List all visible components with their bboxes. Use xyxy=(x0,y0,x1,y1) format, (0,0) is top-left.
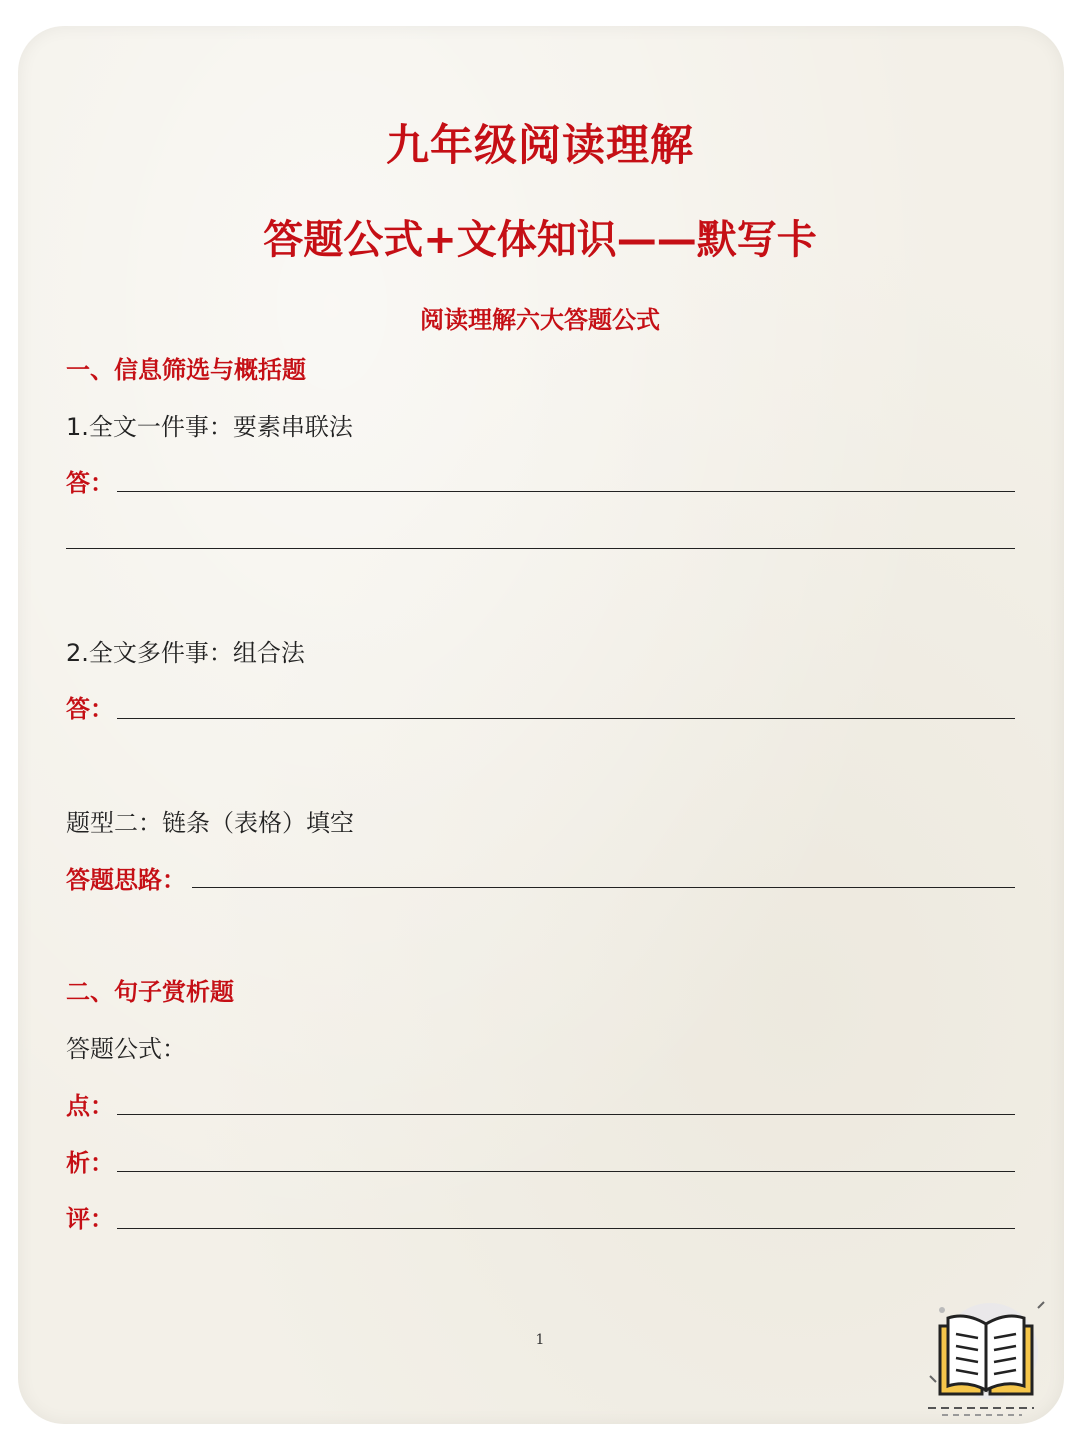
section-title: 阅读理解六大答题公式 xyxy=(420,306,660,334)
type2-answer-line[interactable] xyxy=(192,887,1015,888)
xi-label: 析： xyxy=(66,1149,114,1177)
item2-answer-line[interactable] xyxy=(117,718,1015,719)
page-number: 1 xyxy=(535,1332,545,1348)
item2-text: 2.全文多件事：组合法 xyxy=(66,639,305,667)
item1-answer-line-2[interactable] xyxy=(66,548,1015,549)
dian-answer-line[interactable] xyxy=(117,1114,1015,1115)
formula-text: 答题公式： xyxy=(66,1035,186,1063)
item1-answer-line-1[interactable] xyxy=(117,491,1015,492)
open-book-icon xyxy=(922,1296,1052,1421)
dian-label: 点： xyxy=(66,1092,114,1120)
ping-answer-line[interactable] xyxy=(117,1228,1015,1229)
type2-text: 题型二：链条（表格）填空 xyxy=(66,809,354,837)
ping-label: 评： xyxy=(66,1205,114,1233)
page-subtitle: 答题公式+文体知识——默写卡 xyxy=(263,217,817,263)
part1-heading: 一、信息筛选与概括题 xyxy=(66,356,306,384)
item1-answer-label: 答： xyxy=(66,469,114,497)
xi-answer-line[interactable] xyxy=(117,1171,1015,1172)
item1-text: 1.全文一件事：要素串联法 xyxy=(66,413,353,441)
page-title: 九年级阅读理解 xyxy=(386,121,694,171)
item2-answer-label: 答： xyxy=(66,695,114,723)
type2-answer-label: 答题思路： xyxy=(66,866,186,894)
part2-heading: 二、句子赏析题 xyxy=(66,978,234,1006)
